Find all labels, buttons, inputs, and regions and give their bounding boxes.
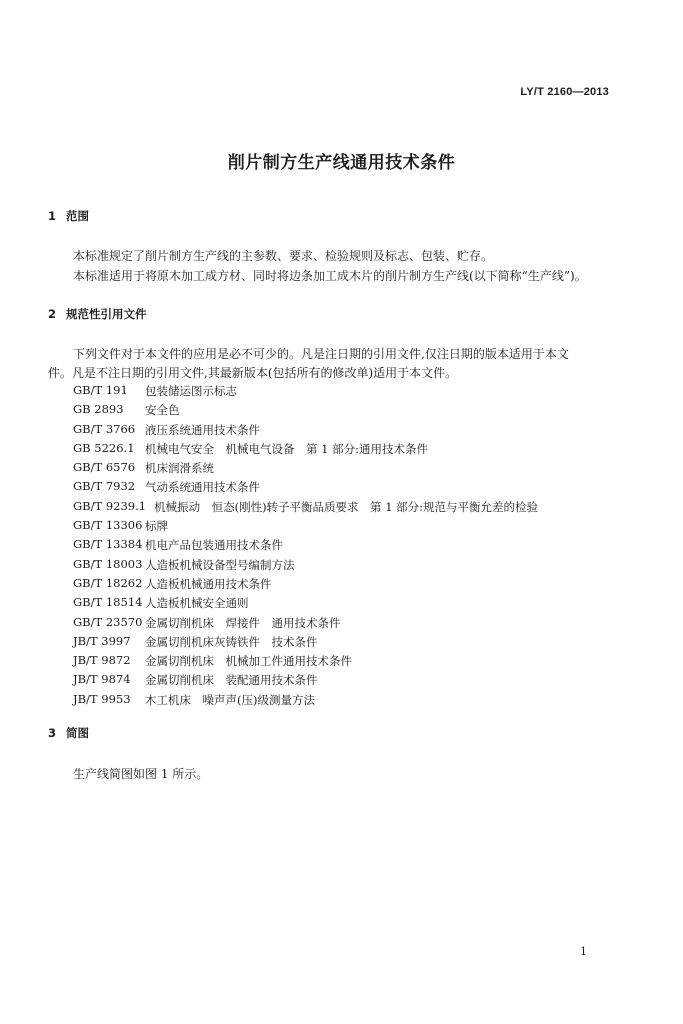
reference-title: 机电产品包装通用技术条件 bbox=[145, 538, 283, 553]
reference-title: 金属切削机床灰铸铁件 技术条件 bbox=[145, 634, 318, 649]
section-1-paragraph-2: 本标准适用于将原木加工成方材、同时将边条加工成木片的削片制方生产线(以下简称“生产线”)。 bbox=[73, 269, 587, 283]
reference-item bbox=[73, 653, 538, 672]
reference-title: 液压系统通用技术条件 bbox=[145, 422, 260, 437]
reference-item bbox=[73, 692, 538, 711]
reference-title: 机械电气安全 机械电气设备 第 1 部分:通用技术条件 bbox=[145, 441, 428, 456]
reference-title: 人造板机械通用技术条件 bbox=[145, 576, 272, 591]
reference-code: GB/T 23570 bbox=[73, 614, 143, 629]
reference-list bbox=[73, 383, 538, 711]
section-2-intro-line-1: 下列文件对于本文件的应用是必不可少的。凡是注日期的引用文件,仅注日期的版本适用于本文 bbox=[73, 347, 569, 361]
reference-code: GB/T 13306 bbox=[73, 518, 143, 533]
reference-item bbox=[73, 615, 538, 634]
reference-code: GB/T 18514 bbox=[73, 595, 143, 610]
reference-title: 金属切削机床 机械加工件通用技术条件 bbox=[145, 654, 352, 669]
reference-code: GB/T 18003 bbox=[73, 556, 143, 571]
reference-item bbox=[73, 499, 538, 518]
reference-item bbox=[73, 422, 538, 441]
reference-code: GB/T 3766 bbox=[73, 421, 136, 436]
reference-code: JB/T 9953 bbox=[73, 691, 131, 706]
section-number: 3 bbox=[48, 726, 57, 740]
reference-code: GB/T 191 bbox=[73, 383, 128, 397]
reference-title: 机床润滑系统 bbox=[145, 461, 214, 476]
reference-item bbox=[73, 441, 538, 460]
reference-item bbox=[73, 595, 538, 614]
reference-item bbox=[73, 479, 538, 498]
reference-title: 包装储运图示标志 bbox=[145, 384, 237, 398]
reference-title: 机械振动 恒态(刚性)转子平衡品质要求 第 1 部分:规范与平衡允差的检验 bbox=[154, 499, 539, 514]
reference-code: JB/T 9872 bbox=[73, 653, 131, 668]
reference-title: 金属切削机床 焊接件 通用技术条件 bbox=[145, 615, 341, 630]
reference-item bbox=[73, 672, 538, 691]
document-title: 削片制方生产线通用技术条件 bbox=[227, 153, 456, 173]
reference-item bbox=[73, 634, 538, 653]
reference-item bbox=[73, 537, 538, 556]
reference-title: 人造板机械安全通则 bbox=[145, 596, 249, 611]
reference-title: 标牌 bbox=[145, 519, 168, 534]
section-number: 1 bbox=[48, 209, 57, 223]
page-number: 1 bbox=[580, 945, 587, 958]
reference-item bbox=[73, 518, 538, 537]
reference-title: 木工机床 噪声声(压)级测量方法 bbox=[145, 692, 315, 707]
reference-title: 金属切削机床 装配通用技术条件 bbox=[145, 673, 318, 688]
reference-code: GB/T 9239.1 bbox=[73, 498, 147, 513]
reference-code: GB 5226.1 bbox=[73, 440, 135, 455]
section-title: 范围 bbox=[66, 209, 89, 223]
reference-item bbox=[73, 402, 538, 421]
section-number: 2 bbox=[48, 307, 57, 321]
reference-code: GB/T 7932 bbox=[73, 479, 136, 494]
reference-item bbox=[73, 557, 538, 576]
section-2-intro-line-2: 件。凡是不注日期的引用文件,其最新版本(包括所有的修改单)适用于本文件。 bbox=[48, 366, 458, 380]
standard-code: LY/T 2160—2013 bbox=[520, 86, 609, 98]
reference-code: GB/T 18262 bbox=[73, 575, 143, 590]
reference-code: GB 2893 bbox=[73, 402, 124, 417]
reference-code: GB/T 13384 bbox=[73, 537, 143, 552]
reference-code: JB/T 3997 bbox=[73, 633, 131, 648]
reference-item bbox=[73, 576, 538, 595]
reference-code: GB/T 6576 bbox=[73, 460, 136, 475]
reference-item bbox=[73, 383, 538, 402]
section-2-heading bbox=[48, 306, 147, 322]
section-1-heading bbox=[48, 208, 89, 224]
reference-title: 安全色 bbox=[145, 403, 180, 418]
section-title: 简图 bbox=[66, 726, 89, 740]
section-1-paragraph-1: 本标准规定了削片制方生产线的主参数、要求、检验规则及标志、包装、贮存。 bbox=[73, 249, 494, 263]
section-3-paragraph-1: 生产线简图如图 1 所示。 bbox=[73, 767, 209, 781]
section-title: 规范性引用文件 bbox=[66, 307, 147, 321]
reference-code: JB/T 9874 bbox=[73, 672, 131, 687]
reference-item bbox=[73, 460, 538, 479]
reference-title: 气动系统通用技术条件 bbox=[145, 480, 260, 495]
reference-title: 人造板机械设备型号编制方法 bbox=[145, 557, 295, 572]
section-3-heading bbox=[48, 725, 89, 741]
